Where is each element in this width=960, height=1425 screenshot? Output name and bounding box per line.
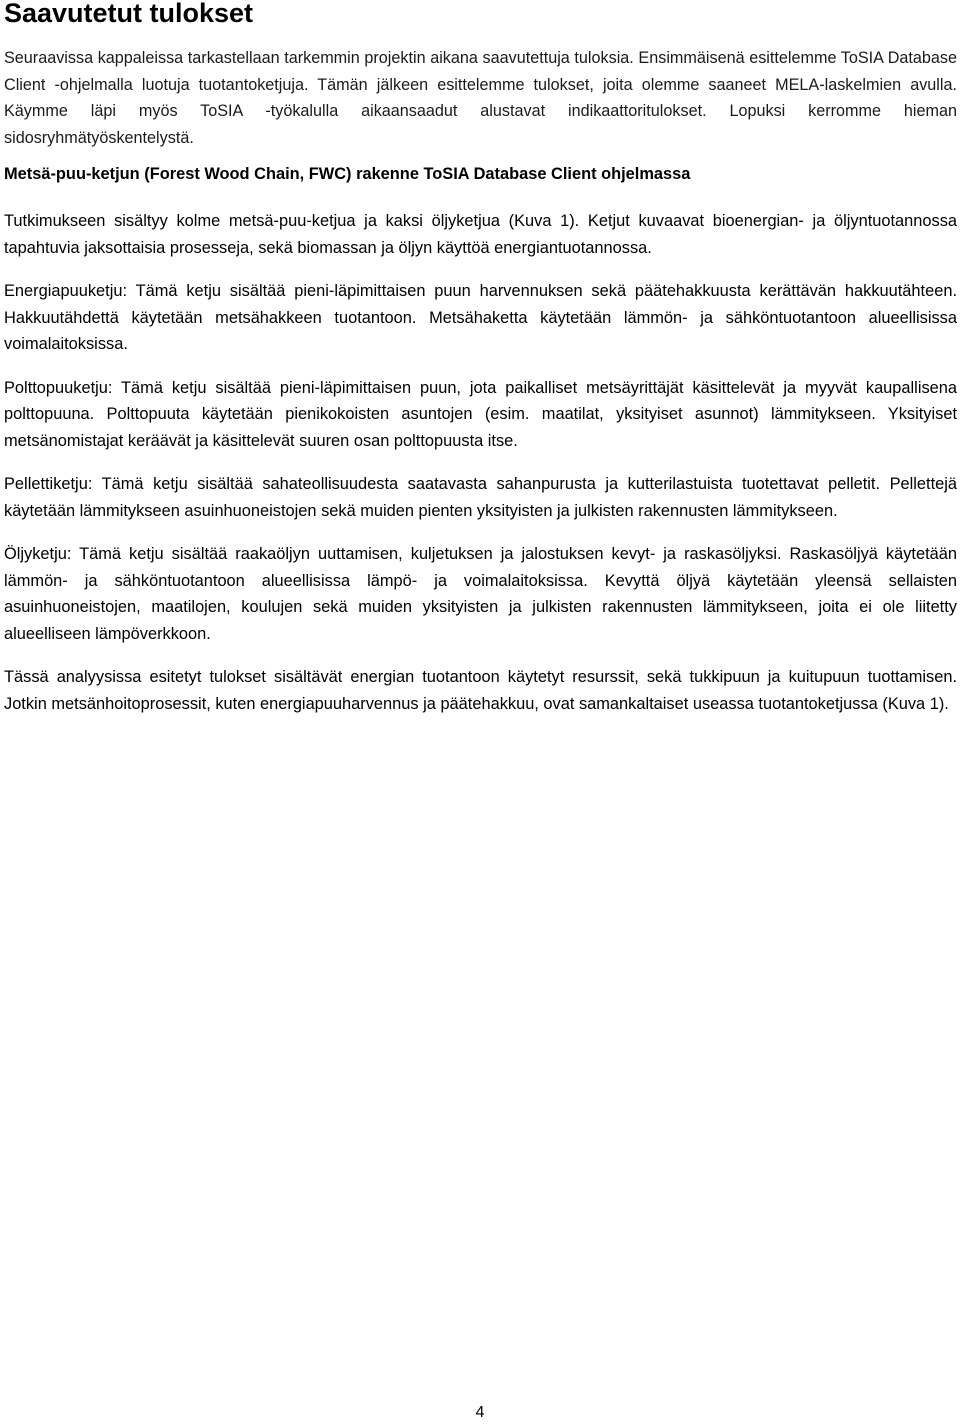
paragraph-analysis-results: Tässä analyysissa esitetyt tulokset sisältävät energian tuotantoon käytetyt resurssit, sekä tukkipuun ja kuitupuun tuottamisen. Jotkin metsänhoitoprosessit, kuten energiapuuharvennus ja päätehakkuu, ovat samankaltaiset useassa tuotantoketjussa (Kuva 1). bbox=[4, 668, 957, 713]
section-heading: Metsä-puu-ketjun (Forest Wood Chain, FWC) rakenne ToSIA Database Client ohjelmassa bbox=[4, 165, 691, 183]
paragraph-chains-overview: Tutkimukseen sisältyy kolme metsä-puu-ketjua ja kaksi öljyketjua (Kuva 1). Ketjut kuvaavat bioenergian- ja öljyntuotannossa tapahtuvia jaksottaisia prosesseja, sekä biomassan ja öljyn käyttöä energiantuotannossa. bbox=[4, 212, 957, 257]
document-page bbox=[4, 0, 957, 717]
paragraph-firewood-chain: Polttopuuketju: Tämä ketju sisältää pieni-läpimittaisen puun, jota paikalliset metsäyrittäjät käsittelevät ja myyvät kaupallisena polttopuuna. Polttopuuta käytetään pienikokoisten asuntojen (esim. maatilat, yksityiset asunnot) lämmitykseen. Yksityiset metsänomistajat keräävät ja käsittelevät suuren osan polttopuusta itse. bbox=[4, 378, 957, 450]
paragraph-oil-chain: Öljyketju: Tämä ketju sisältää raakaöljyn uuttamisen, kuljetuksen ja jalostuksen kevyt- ja raskasöljyksi. Raskasöljyä käytetään lämmön- ja sähköntuotantoon alueellisissa lämpö- ja voimalaitoksissa. Kevyttä öljyä käytetään yleensä sellaisten asuinhuoneistojen, maatilojen, koulujen sekä muiden yksityisten ja julkisten rakennusten lämmitykseen, joita ei ole liitetty alueelliseen lämpöverkkoon. bbox=[4, 545, 957, 643]
paragraph-energy-wood-chain: Energiapuuketju: Tämä ketju sisältää pieni-läpimittaisen puun harvennuksen sekä päätehakkuusta kerättävän hakkuutähteen. Hakkuutähdettä käytetään metsähakkeen tuotantoon. Metsähaketta käytetään lämmön- ja sähköntuotantoon alueellisissa voimalaitoksissa. bbox=[4, 282, 957, 353]
intro-paragraph: Seuraavissa kappaleissa tarkastellaan tarkemmin projektin aikana saavutettuja tuloksia. Ensimmäisenä esittelemme ToSIA Database Client -ohjelmalla luotuja tuotantoketjuja. Tämän jälkeen esittelemme tulokset, joita olemme saaneet MELA-laskelmien avulla. Käymme läpi myös ToSIA -työkalulla aikaansaadut alustavat indikaattoritulokset. Lopuksi kerromme hieman sidosryhmätyöskentelystä. bbox=[4, 49, 957, 147]
page-title: Saavutetut tulokset bbox=[4, 0, 254, 28]
page-number: 4 bbox=[475, 1404, 485, 1421]
paragraph-pellet-chain: Pellettiketju: Tämä ketju sisältää sahateollisuudesta saatavasta sahanpurusta ja kutterilastuista tuotettavat pelletit. Pellettejä käytetään lämmitykseen asuinhuoneistojen sekä muiden pienten yksityisten ja julkisten rakennusten lämmitykseen. bbox=[4, 475, 957, 520]
